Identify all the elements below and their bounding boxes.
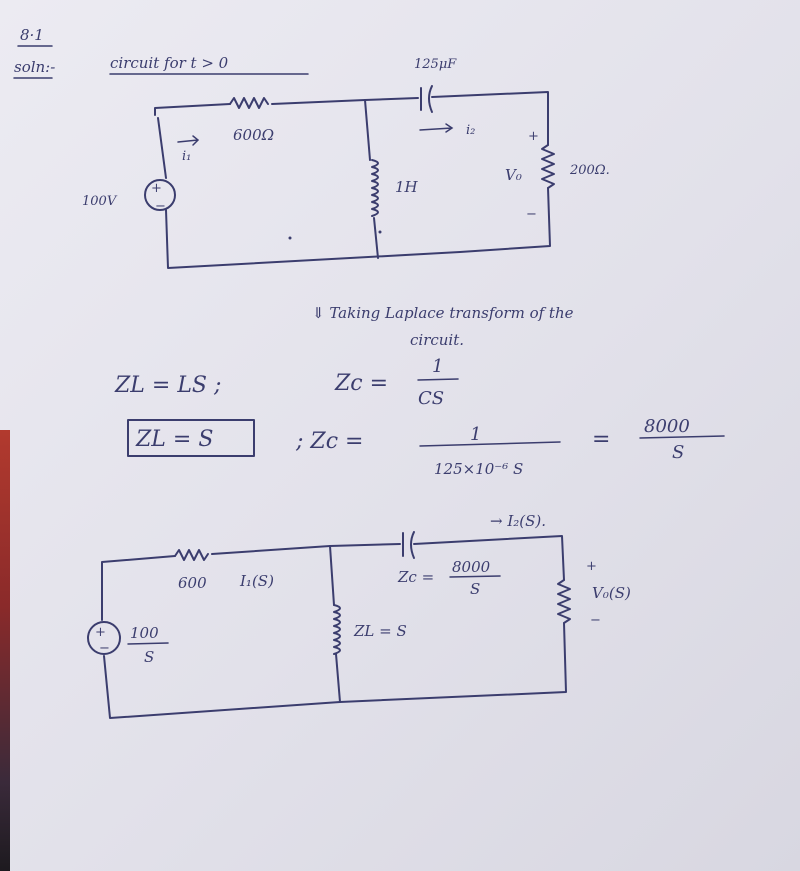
wire-bottom	[104, 623, 566, 718]
wire-top-left	[102, 556, 175, 620]
current2-label: i₂	[466, 123, 476, 138]
resistor-output-symbol	[558, 580, 570, 623]
eq-result-num: 8000	[644, 416, 690, 437]
eq-zc-general-lhs: Zc =	[335, 371, 389, 396]
wire-inductor-bottom	[374, 218, 378, 258]
eq-result-den: S	[672, 442, 685, 463]
resistor-600-symbol	[230, 98, 268, 108]
resistor2-label: 200Ω.	[570, 163, 610, 178]
wire-top-left	[155, 104, 230, 115]
wire-left	[158, 118, 166, 178]
source-plus: +	[151, 181, 162, 196]
inductor-symbol	[334, 605, 340, 654]
zl-label: ZL = S	[354, 622, 407, 640]
eq-zc-lhs: ; Zc =	[296, 429, 364, 454]
eq-zc-general-num: 1	[432, 356, 444, 377]
source-den: S	[144, 648, 155, 666]
resistor-200-symbol	[542, 145, 554, 188]
ink-dot	[379, 231, 382, 234]
output-label: V₀(S)	[592, 584, 631, 602]
eq-zc-sub-num: 1	[470, 424, 482, 445]
current1-label: i₁	[182, 149, 192, 164]
fraction-bar	[450, 576, 500, 577]
inductor-label: 1H	[395, 178, 418, 196]
capacitor-plate-2	[429, 86, 432, 112]
eq-zl-boxed: ZL = S	[136, 427, 214, 452]
zc-den: S	[470, 580, 481, 598]
zc-num: 8000	[452, 558, 491, 576]
transform-note-line1: ⇓ Taking Laplace transform of the	[312, 304, 574, 322]
wire-bottom	[166, 188, 550, 268]
source-minus: −	[155, 199, 166, 214]
wire-top-mid	[212, 544, 400, 554]
output-plus: +	[586, 559, 597, 574]
resistor-label: 600	[178, 574, 207, 592]
eq-equals: =	[592, 427, 611, 452]
fraction-bar	[420, 442, 560, 446]
transform-note-line2: circuit.	[410, 331, 465, 349]
source-label: 100V	[82, 194, 117, 209]
eq-zc-general-den: CS	[418, 388, 445, 409]
fraction-bar	[418, 379, 458, 380]
source-minus: −	[99, 641, 110, 656]
output-plus: +	[528, 129, 539, 144]
wire-inductor-bottom	[336, 654, 340, 702]
circuit-s-domain	[88, 532, 570, 718]
current-i2-label: → I₂(S).	[490, 512, 547, 530]
wire-top-mid	[272, 98, 418, 104]
inductor-1h-symbol	[372, 160, 378, 216]
current-i1-arrow	[178, 136, 198, 145]
eq-zl-general: ZL = LS ;	[115, 373, 222, 398]
resistor-600-symbol	[175, 550, 208, 560]
circuit-title: circuit for t > 0	[110, 54, 229, 72]
ink-dot	[289, 237, 292, 240]
output-minus: −	[590, 613, 601, 628]
output-label: V₀	[505, 166, 522, 184]
capacitor-label: 125μF	[414, 57, 457, 72]
source-plus: +	[95, 625, 106, 640]
zc-label: Zc =	[398, 568, 435, 586]
current-i1-label: I₁(S)	[240, 572, 274, 590]
fraction-bar	[128, 643, 168, 644]
solution-label: soln:-	[14, 58, 56, 76]
output-minus: −	[526, 207, 537, 222]
current-i2-arrow	[420, 124, 452, 132]
circuit-time-domain	[145, 86, 554, 268]
wire-inductor-top	[330, 546, 334, 605]
capacitor-plate-2	[411, 532, 414, 558]
question-number: 8·1	[20, 26, 44, 44]
eq-zc-sub-den: 125×10⁻⁶ S	[434, 460, 524, 478]
wire-inductor-top	[365, 100, 370, 160]
source-num: 100	[130, 624, 159, 642]
resistor1-label: 600Ω	[233, 126, 275, 144]
